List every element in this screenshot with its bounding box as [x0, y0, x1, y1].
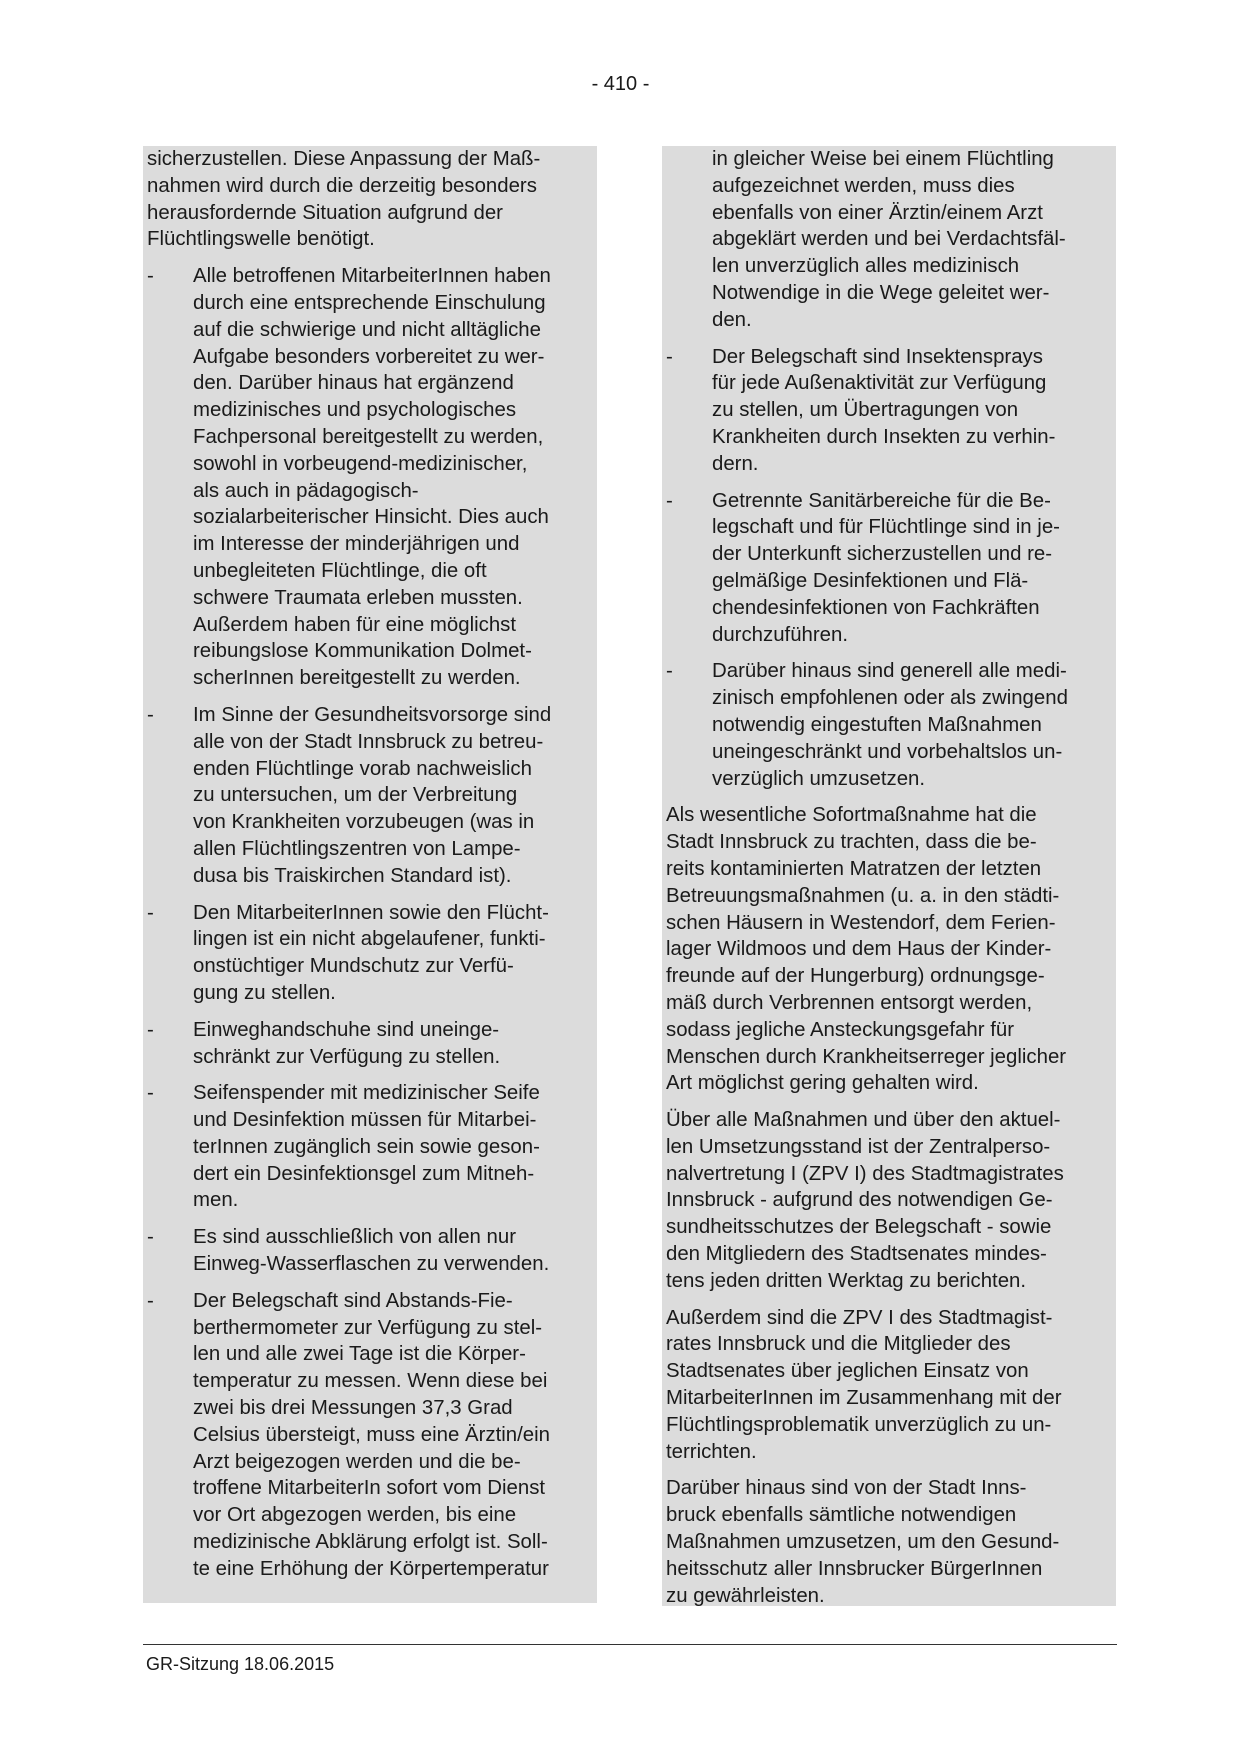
- text-line: Fachpersonal bereitgestellt zu werden,: [193, 425, 544, 448]
- text-line: te eine Erhöhung der Körpertemperatur: [193, 1557, 549, 1580]
- paragraph: [662, 1107, 1116, 1295]
- text-line: Flüchtlingswelle benötigt.: [147, 228, 375, 251]
- text-line: allen Flüchtlingszentren von Lampe-: [193, 837, 521, 860]
- list-item: [662, 488, 1116, 649]
- text-line: terInnen zugänglich sein sowie geson-: [193, 1135, 540, 1158]
- text-line: zwei bis drei Messungen 37,3 Grad: [193, 1397, 513, 1420]
- list-item-text: [193, 263, 597, 692]
- text-line: verzüglich umzusetzen.: [712, 767, 926, 790]
- text-line: temperatur zu messen. Wenn diese bei: [193, 1370, 548, 1393]
- text-line: zu stellen, um Übertragungen von: [712, 399, 1019, 422]
- list-item-text: [712, 146, 1116, 334]
- text-line: auf die schwierige und nicht alltägliche: [193, 318, 541, 341]
- list-item: [143, 900, 597, 1007]
- list-dash: -: [147, 265, 154, 288]
- text-line: den.: [712, 308, 752, 331]
- text-line: freunde auf der Hungerburg) ordnungsge-: [666, 965, 1045, 988]
- text-line: der Unterkunft sicherzustellen und re-: [712, 543, 1053, 566]
- text-line: tens jeden dritten Werktag zu berichten.: [666, 1269, 1027, 1292]
- list-item-text: [193, 900, 597, 1007]
- text-line: Seifenspender mit medizinischer Seife: [193, 1082, 540, 1105]
- list-item: [143, 702, 597, 890]
- text-line: Art möglichst gering gehalten wird.: [666, 1072, 979, 1095]
- text-line: unbegleiteten Flüchtlinge, die oft: [193, 559, 487, 582]
- text-line: sozialarbeiterischer Hinsicht. Dies auch: [193, 506, 549, 529]
- text-line: vor Ort abgezogen werden, bis eine: [193, 1504, 517, 1527]
- list-dash: -: [666, 345, 673, 368]
- text-line: enden Flüchtlinge vorab nachweislich: [193, 757, 532, 780]
- text-line: Maßnahmen umzusetzen, um den Gesund-: [666, 1531, 1060, 1554]
- list-dash: -: [147, 1226, 154, 1249]
- text-line: schwere Traumata erleben mussten.: [193, 586, 523, 609]
- text-line: durchzuführen.: [712, 623, 849, 646]
- text-line: notwendig eingestuften Maßnahmen: [712, 713, 1042, 736]
- text-line: sowohl in vorbeugend-medizinischer,: [193, 452, 528, 475]
- text-line: ebenfalls von einer Ärztin/einem Arzt: [712, 201, 1043, 224]
- list-dash: -: [147, 1289, 154, 1312]
- text-line: abgeklärt werden und bei Verdachtsfäl-: [712, 228, 1066, 251]
- text-line: gung zu stellen.: [193, 981, 336, 1004]
- text-line: Außerdem sind die ZPV I des Stadtmagist-: [666, 1306, 1053, 1329]
- text-line: Alle betroffenen MitarbeiterInnen haben: [193, 265, 551, 288]
- list-item: [143, 1224, 597, 1278]
- text-line: den. Darüber hinaus hat ergänzend: [193, 372, 514, 395]
- text-line: sicherzustellen. Diese Anpassung der Maß-: [147, 148, 541, 170]
- text-line: rates Innsbruck und die Mitglieder des: [666, 1333, 1011, 1356]
- text-line: dusa bis Traiskirchen Standard ist).: [193, 864, 512, 887]
- text-line: legschaft und für Flüchtlinge sind in je-: [712, 516, 1060, 539]
- list-dash: -: [147, 1082, 154, 1105]
- list-dash: -: [147, 703, 154, 726]
- text-line: zu untersuchen, um der Verbreitung: [193, 784, 518, 807]
- list-item: [143, 1017, 597, 1071]
- paragraph: [662, 802, 1116, 1097]
- text-line: scherInnen bereitgestellt zu werden.: [193, 667, 521, 690]
- text-line: Stadtsenates über jeglichen Einsatz von: [666, 1360, 1029, 1383]
- paragraph: [662, 1305, 1116, 1466]
- text-line: im Interesse der minderjährigen und: [193, 533, 520, 556]
- text-line: als auch in pädagogisch-: [193, 479, 419, 502]
- list-item: [143, 263, 597, 692]
- text-line: Notwendige in die Wege geleitet wer-: [712, 281, 1050, 304]
- list-dash: [662, 146, 712, 334]
- list-item-text: [712, 488, 1116, 649]
- text-line: Darüber hinaus sind generell alle medi-: [712, 660, 1067, 683]
- list-dash: -: [147, 1018, 154, 1041]
- list-item-text: [193, 1288, 597, 1583]
- list-item-text: [712, 344, 1116, 478]
- text-line: dert ein Desinfektionsgel zum Mitneh-: [193, 1162, 535, 1185]
- list-dash: -: [666, 489, 673, 512]
- text-line: reits kontaminierten Matratzen der letzten: [666, 857, 1042, 880]
- text-line: Außerdem haben für eine möglichst: [193, 613, 517, 636]
- text-line: zu gewährleisten.: [666, 1584, 825, 1607]
- text-line: Aufgabe besonders vorbereitet zu wer-: [193, 345, 545, 368]
- right-column: [662, 146, 1116, 1606]
- text-line: Betreuungsmaßnahmen (u. a. in den städti-: [666, 884, 1060, 907]
- list-item-text: [712, 658, 1116, 792]
- text-line: herausfordernde Situation aufgrund der: [147, 201, 503, 224]
- text-line: Der Belegschaft sind Insektensprays: [712, 345, 1043, 368]
- text-line: onstüchtiger Mundschutz zur Verfü-: [193, 955, 514, 978]
- text-line: mäß durch Verbrennen entsorgt werden,: [666, 991, 1033, 1014]
- paragraph: [143, 146, 597, 253]
- text-line: terrichten.: [666, 1440, 757, 1463]
- text-line: nahmen wird durch die derzeitig besonders: [147, 174, 537, 197]
- text-line: dern.: [712, 452, 759, 475]
- text-line: chendesinfektionen von Fachkräften: [712, 596, 1040, 619]
- text-line: durch eine entsprechende Einschulung: [193, 291, 546, 314]
- list-item-text: [193, 1017, 597, 1071]
- text-line: Über alle Maßnahmen und über den aktuel-: [666, 1109, 1061, 1132]
- text-line: gelmäßige Desinfektionen und Flä-: [712, 569, 1029, 592]
- left-column: [143, 146, 597, 1603]
- text-line: Menschen durch Krankheitserreger jeglicher: [666, 1045, 1067, 1068]
- page-number: - 410 -: [591, 73, 650, 95]
- text-line: medizinische Abklärung erfolgt ist. Soll-: [193, 1531, 548, 1554]
- text-line: sundheitsschutzes der Belegschaft - sowie: [666, 1216, 1052, 1239]
- text-line: len und alle zwei Tage ist die Körper-: [193, 1343, 526, 1366]
- list-dash: -: [147, 901, 154, 924]
- text-line: Flüchtlingsproblematik unverzüglich zu un-: [666, 1413, 1052, 1436]
- text-line: lager Wildmoos und dem Haus der Kinder-: [666, 938, 1052, 961]
- text-line: Als wesentliche Sofortmaßnahme hat die: [666, 804, 1037, 827]
- text-line: sodass jegliche Ansteckungsgefahr für: [666, 1018, 1014, 1041]
- text-line: schränkt zur Verfügung zu stellen.: [193, 1045, 501, 1068]
- text-line: troffene MitarbeiterIn sofort vom Dienst: [193, 1477, 546, 1500]
- text-line: lingen ist ein nicht abgelaufener, funkti-: [193, 928, 546, 951]
- text-line: MitarbeiterInnen im Zusammenhang mit der: [666, 1387, 1062, 1410]
- list-item: [143, 1288, 597, 1583]
- text-line: men.: [193, 1189, 239, 1212]
- text-line: reibungslose Kommunikation Dolmet-: [193, 640, 532, 663]
- text-line: Der Belegschaft sind Abstands-Fie-: [193, 1289, 513, 1312]
- text-line: berthermometer zur Verfügung zu stel-: [193, 1316, 543, 1339]
- text-line: Stadt Innsbruck zu trachten, dass die be-: [666, 831, 1037, 854]
- text-line: Einweg-Wasserflaschen zu verwenden.: [193, 1253, 550, 1276]
- text-line: Darüber hinaus sind von der Stadt Inns-: [666, 1477, 1027, 1500]
- text-line: medizinisches und psychologisches: [193, 399, 517, 422]
- text-line: alle von der Stadt Innsbruck zu betreu-: [193, 730, 544, 753]
- list-item: [143, 1080, 597, 1214]
- text-line: Arzt beigezogen werden und die be-: [193, 1450, 521, 1473]
- text-line: Einweghandschuhe sind uneinge-: [193, 1018, 500, 1041]
- list-dash: -: [666, 660, 673, 683]
- text-line: heitsschutz aller Innsbrucker BürgerInnen: [666, 1557, 1043, 1580]
- text-line: und Desinfektion müssen für Mitarbei-: [193, 1109, 537, 1132]
- text-line: aufgezeichnet werden, muss dies: [712, 174, 1015, 197]
- text-line: schen Häusern in Westendorf, dem Ferien-: [666, 911, 1056, 934]
- text-line: Im Sinne der Gesundheitsvorsorge sind: [193, 703, 552, 726]
- text-line: für jede Außenaktivität zur Verfügung: [712, 372, 1047, 395]
- list-item: [662, 344, 1116, 478]
- text-line: Den MitarbeiterInnen sowie den Flücht-: [193, 901, 549, 924]
- footer-divider: [143, 1644, 1117, 1645]
- text-line: Getrennte Sanitärbereiche für die Be-: [712, 489, 1051, 512]
- text-line: uneingeschränkt und vorbehaltslos un-: [712, 740, 1063, 763]
- list-item-text: [193, 1080, 597, 1214]
- list-item-text: [193, 1224, 597, 1278]
- text-line: bruck ebenfalls sämtliche notwendigen: [666, 1504, 1017, 1527]
- text-line: zinisch empfohlenen oder als zwingend: [712, 687, 1068, 710]
- text-line: len unverzüglich alles medizinisch: [712, 255, 1020, 278]
- footer-meeting-date: GR-Sitzung 18.06.2015: [146, 1654, 335, 1674]
- text-line: len Umsetzungsstand ist der Zentralperso-: [666, 1135, 1051, 1158]
- text-line: Celsius übersteigt, muss eine Ärztin/ein: [193, 1423, 550, 1446]
- text-line: Krankheiten durch Insekten zu verhin-: [712, 425, 1056, 448]
- list-item: [662, 658, 1116, 792]
- list-item-text: [193, 702, 597, 890]
- text-line: in gleicher Weise bei einem Flüchtling: [712, 148, 1054, 170]
- text-line: nalvertretung I (ZPV I) des Stadtmagistrates: [666, 1162, 1064, 1185]
- paragraph: [662, 1475, 1116, 1609]
- list-item: [662, 146, 1116, 334]
- text-line: Es sind ausschließlich von allen nur: [193, 1226, 517, 1249]
- text-line: Innsbruck - aufgrund des notwendigen Ge-: [666, 1189, 1053, 1212]
- text-line: von Krankheiten vorzubeugen (was in: [193, 811, 535, 834]
- text-line: den Mitgliedern des Stadtsenates mindes-: [666, 1243, 1047, 1266]
